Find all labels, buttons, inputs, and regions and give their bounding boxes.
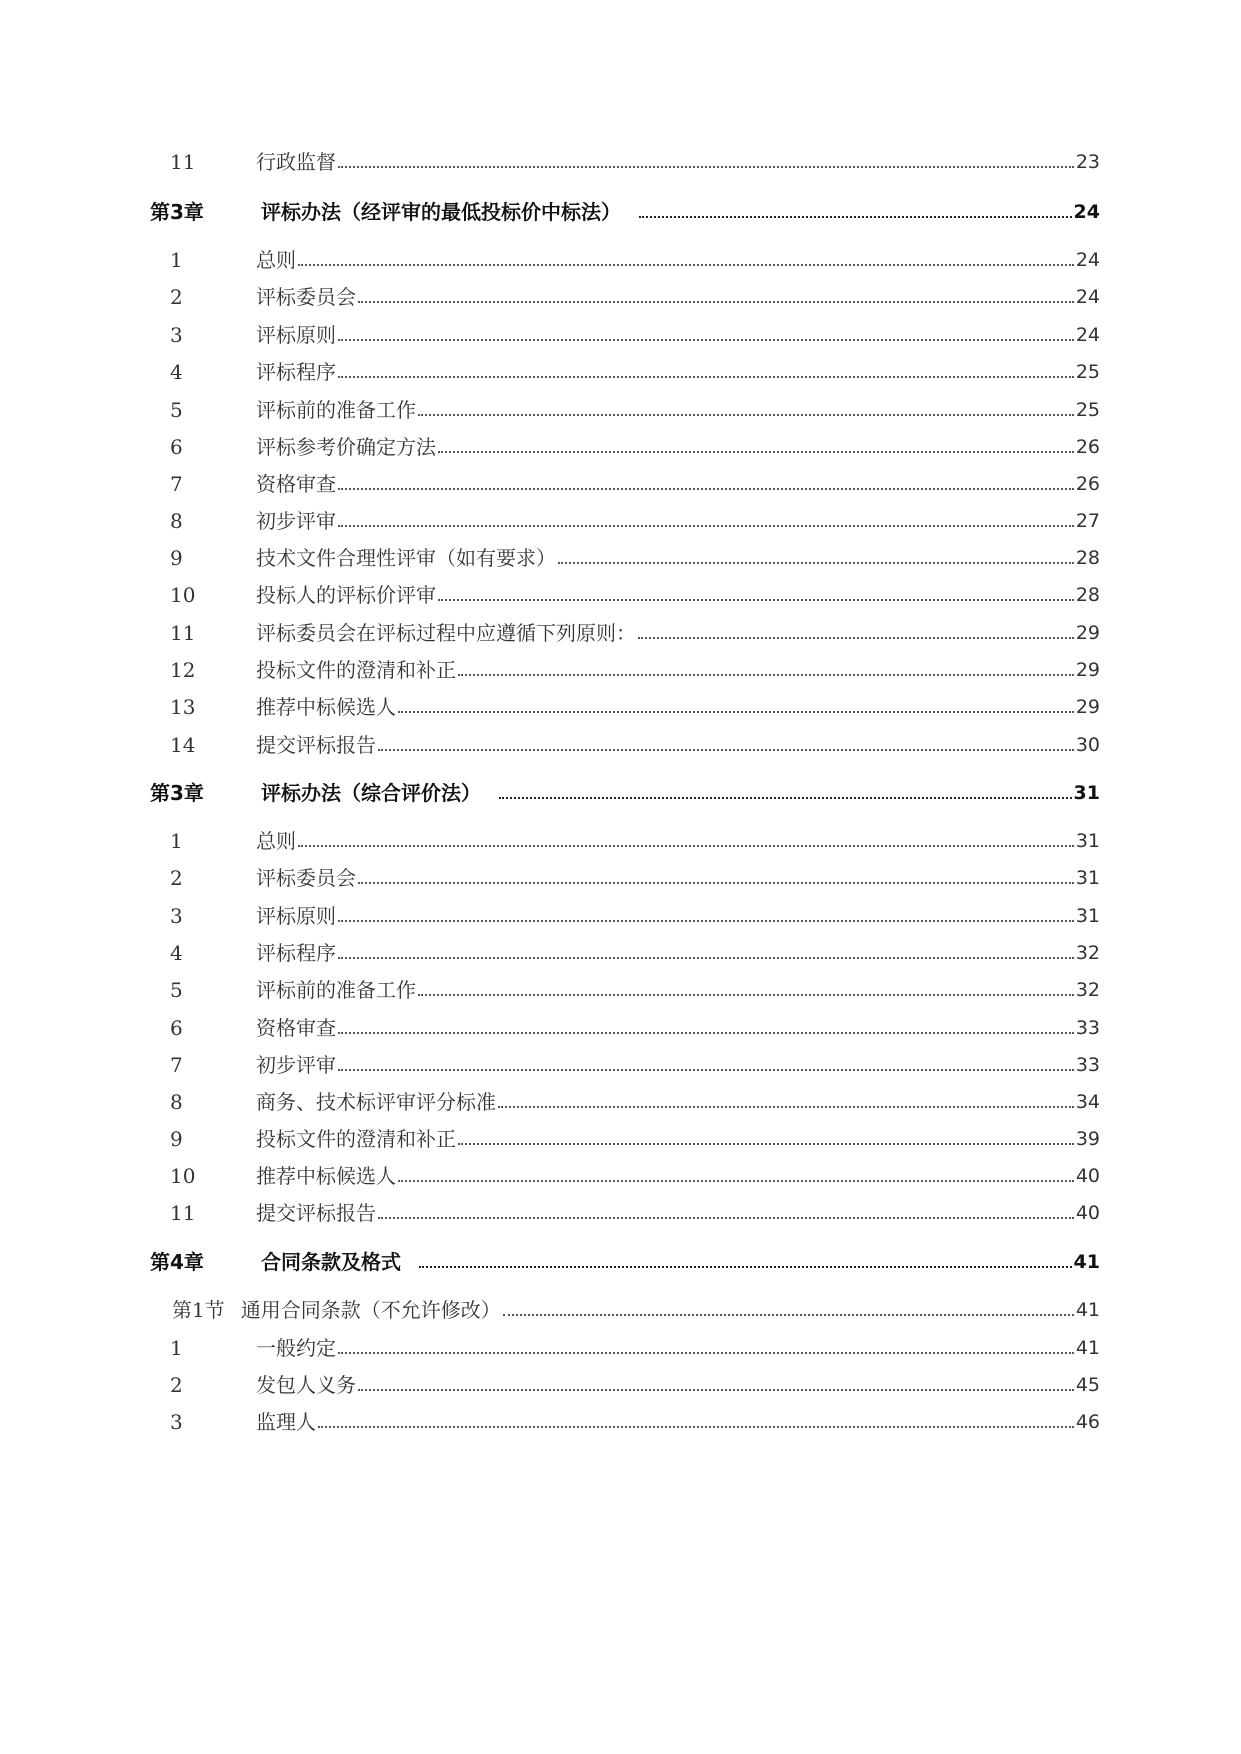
toc-entry[interactable] (150, 384, 1100, 420)
dot-leader (338, 339, 1074, 341)
dot-leader (358, 301, 1074, 303)
toc-entry-number: 10 (170, 583, 196, 607)
toc-entry[interactable] (150, 1039, 1100, 1075)
toc-entry-number: 第3章 (150, 200, 204, 224)
toc-entry-number: 6 (170, 435, 183, 459)
toc-entry-number: 1 (170, 248, 183, 272)
toc-chapter-entry[interactable] (150, 186, 1100, 222)
toc-entry-title: 一般约定 (256, 1336, 336, 1360)
toc-entry-title: 行政监督 (256, 150, 336, 174)
dot-leader (503, 1314, 1074, 1316)
toc-entry-title: 商务、技术标评审评分标准 (256, 1090, 496, 1114)
toc-entry[interactable] (150, 1150, 1100, 1186)
toc-entry-number: 6 (170, 1016, 183, 1040)
toc-entry[interactable] (150, 346, 1100, 382)
toc-entry-page-number: 32 (1075, 979, 1100, 1001)
toc-entry[interactable] (150, 1113, 1100, 1149)
toc-entry[interactable] (150, 271, 1100, 307)
toc-entry-number: 12 (170, 658, 196, 682)
toc-entry-page-number: 39 (1075, 1128, 1100, 1150)
dot-leader (318, 1426, 1074, 1428)
toc-entry-number: 13 (170, 695, 196, 719)
toc-entry[interactable] (150, 1359, 1100, 1395)
toc-entry-number: 8 (170, 509, 183, 533)
dot-leader (338, 957, 1074, 959)
toc-entry[interactable] (150, 458, 1100, 494)
toc-entry-number: 3 (170, 904, 183, 928)
toc-entry-number: 4 (170, 360, 183, 384)
toc-entry-number: 4 (170, 941, 183, 965)
toc-entry-title: 评标前的准备工作 (256, 978, 416, 1002)
toc-entry-page-number: 30 (1075, 734, 1100, 756)
toc-entry-title: 评标程序 (256, 360, 336, 384)
toc-entry[interactable] (150, 681, 1100, 717)
toc-entry-page-number: 28 (1075, 547, 1100, 569)
toc-entry-number: 11 (170, 621, 196, 645)
toc-entry[interactable] (150, 644, 1100, 680)
toc-entry-title: 提交评标报告 (256, 1201, 376, 1225)
toc-entry-number: 8 (170, 1090, 183, 1114)
toc-entry-title: 总则 (256, 248, 296, 272)
toc-entry-page-number: 26 (1075, 473, 1100, 495)
toc-entry-title: 评标参考价确定方法 (256, 435, 436, 459)
toc-entry-title: 评标前的准备工作 (256, 398, 416, 422)
dot-leader (438, 599, 1074, 601)
dot-leader (338, 1352, 1074, 1354)
toc-entry-title: 评标委员会在评标过程中应遵循下列原则： (256, 621, 636, 645)
toc-entry-title: 投标人的评标价评审 (256, 583, 436, 607)
toc-entry-page-number: 34 (1075, 1091, 1100, 1113)
toc-entry-number: 11 (170, 150, 196, 174)
dot-leader (398, 711, 1074, 713)
toc-entry-page-number: 41 (1075, 1299, 1100, 1321)
toc-entry-title: 提交评标报告 (256, 733, 376, 757)
toc-entry-number: 1 (170, 1336, 183, 1360)
toc-entry-number: 第1节 (172, 1298, 225, 1322)
toc-entry[interactable] (150, 815, 1100, 851)
toc-entry-title: 监理人 (256, 1410, 316, 1434)
dot-leader (398, 1180, 1074, 1182)
dot-leader (378, 749, 1074, 751)
dot-leader (638, 637, 1074, 639)
toc-entry[interactable] (150, 309, 1100, 345)
dot-leader (358, 882, 1074, 884)
toc-entry-page-number: 29 (1075, 622, 1100, 644)
toc-entry-title: 评标程序 (256, 941, 336, 965)
toc-entry[interactable] (150, 495, 1100, 531)
toc-entry-page-number: 27 (1075, 510, 1100, 532)
toc-entry-number: 第4章 (150, 1250, 204, 1274)
toc-entry-title: 评标办法（经评审的最低投标价中标法） (261, 200, 621, 224)
toc-entry-title: 评标原则 (256, 323, 336, 347)
toc-entry[interactable] (150, 1002, 1100, 1038)
toc-entry-number: 1 (170, 829, 183, 853)
toc-entry-number: 9 (170, 546, 183, 570)
toc-entry[interactable] (150, 927, 1100, 963)
toc-entry-title: 资格审查 (256, 472, 336, 496)
dot-leader (338, 376, 1074, 378)
toc-entry-number: 7 (170, 1053, 183, 1077)
dot-leader (298, 264, 1074, 266)
dot-leader (458, 1143, 1074, 1145)
toc-entry-number: 3 (170, 1410, 183, 1434)
toc-entry-number: 第3章 (150, 781, 204, 805)
toc-entry-page-number: 40 (1075, 1202, 1100, 1224)
toc-entry-page-number: 24 (1073, 201, 1100, 223)
dot-leader (438, 451, 1074, 453)
toc-entry-title: 通用合同条款（不允许修改） (240, 1298, 501, 1322)
toc-entry-title: 评标办法（综合评价法） (261, 781, 481, 805)
dot-leader (458, 674, 1074, 676)
toc-entry-page-number: 46 (1075, 1411, 1100, 1433)
toc-entry[interactable] (150, 1322, 1100, 1358)
toc-entry-title: 评标委员会 (256, 866, 356, 890)
toc-subsection-entry[interactable] (150, 1284, 1100, 1320)
dot-leader (338, 1069, 1074, 1071)
dot-leader (338, 525, 1074, 527)
toc-entry-page-number: 31 (1075, 905, 1100, 927)
toc-entry-title: 推荐中标候选人 (256, 695, 396, 719)
toc-entry-title: 资格审查 (256, 1016, 336, 1040)
toc-entry-page-number: 33 (1075, 1017, 1100, 1039)
toc-entry[interactable] (150, 532, 1100, 568)
toc-entry-title: 评标原则 (256, 904, 336, 928)
toc-entry-page-number: 25 (1075, 399, 1100, 421)
toc-entry-number: 9 (170, 1127, 183, 1151)
toc-entry-number: 3 (170, 323, 183, 347)
toc-entry-number: 2 (170, 866, 183, 890)
toc-entry-page-number: 25 (1075, 361, 1100, 383)
toc-entry-page-number: 31 (1075, 867, 1100, 889)
dot-leader (419, 1266, 1072, 1268)
toc-entry-title: 投标文件的澄清和补正 (256, 1127, 456, 1151)
dot-leader (338, 488, 1074, 490)
dot-leader (418, 414, 1074, 416)
toc-entry-number: 2 (170, 285, 183, 309)
toc-entry-page-number: 40 (1075, 1165, 1100, 1187)
toc-entry-page-number: 31 (1075, 830, 1100, 852)
toc-entry[interactable] (150, 421, 1100, 457)
dot-leader (378, 1217, 1074, 1219)
toc-entry-title: 发包人义务 (256, 1373, 356, 1397)
toc-entry-page-number: 24 (1075, 286, 1100, 308)
toc-entry-page-number: 26 (1075, 436, 1100, 458)
toc-chapter-entry[interactable] (150, 1236, 1100, 1272)
dot-leader (499, 797, 1072, 799)
toc-entry-page-number: 29 (1075, 696, 1100, 718)
toc-entry-title: 推荐中标候选人 (256, 1164, 396, 1188)
dot-leader (498, 1106, 1074, 1108)
toc-entry-page-number: 28 (1075, 584, 1100, 606)
toc-entry-page-number: 33 (1075, 1054, 1100, 1076)
toc-entry[interactable] (150, 607, 1100, 643)
toc-entry[interactable] (150, 1187, 1100, 1223)
dot-leader (338, 1032, 1074, 1034)
toc-entry[interactable] (150, 1076, 1100, 1112)
toc-entry-number: 2 (170, 1373, 183, 1397)
toc-entry[interactable] (150, 964, 1100, 1000)
toc-entry-page-number: 41 (1073, 1251, 1100, 1273)
toc-entry-title: 初步评审 (256, 509, 336, 533)
toc-entry-page-number: 41 (1075, 1337, 1100, 1359)
dot-leader (338, 920, 1074, 922)
dot-leader (639, 216, 1072, 218)
dot-leader (358, 1389, 1074, 1391)
toc-entry-page-number: 31 (1073, 782, 1100, 804)
toc-entry-number: 7 (170, 472, 183, 496)
toc-entry-title: 评标委员会 (256, 285, 356, 309)
toc-entry[interactable] (150, 852, 1100, 888)
toc-entry-title: 合同条款及格式 (261, 1250, 401, 1274)
toc-entry-number: 11 (170, 1201, 196, 1225)
toc-entry[interactable] (150, 719, 1100, 755)
dot-leader (418, 994, 1074, 996)
toc-entry-title: 总则 (256, 829, 296, 853)
toc-entry[interactable] (150, 136, 1100, 172)
toc-entry-page-number: 32 (1075, 942, 1100, 964)
toc-entry-title: 技术文件合理性评审（如有要求） (256, 546, 556, 570)
toc-entry-page-number: 23 (1075, 151, 1100, 173)
toc-entry-title: 初步评审 (256, 1053, 336, 1077)
toc-entry-title: 投标文件的澄清和补正 (256, 658, 456, 682)
toc-entry-page-number: 24 (1075, 249, 1100, 271)
toc-entry[interactable] (150, 569, 1100, 605)
dot-leader (298, 845, 1074, 847)
toc-entry-number: 5 (170, 978, 183, 1002)
toc-chapter-entry[interactable] (150, 767, 1100, 803)
dot-leader (338, 166, 1074, 168)
toc-entry-number: 14 (170, 733, 196, 757)
toc-entry-page-number: 29 (1075, 659, 1100, 681)
dot-leader (558, 562, 1074, 564)
toc-entry[interactable] (150, 1396, 1100, 1432)
toc-entry-number: 5 (170, 398, 183, 422)
toc-entry[interactable] (150, 890, 1100, 926)
toc-entry-number: 10 (170, 1164, 196, 1188)
toc-entry-page-number: 24 (1075, 324, 1100, 346)
toc-entry[interactable] (150, 234, 1100, 270)
toc-entry-page-number: 45 (1075, 1374, 1100, 1396)
